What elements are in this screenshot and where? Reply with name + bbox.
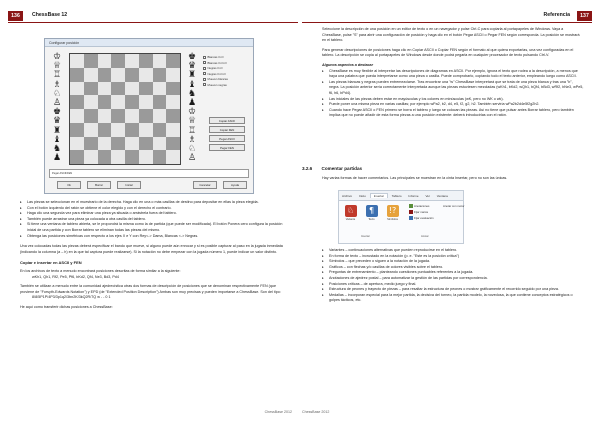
set-mark-button[interactable]: Fijar marca [409, 210, 428, 214]
section-title: Comentar partidas [321, 166, 363, 171]
board-square[interactable] [153, 54, 167, 68]
option-row[interactable]: Mueven blancas [203, 77, 251, 83]
board-square[interactable] [98, 137, 112, 151]
black-knight-icon: ♞ [187, 88, 197, 99]
black-king-icon: ♚ [187, 52, 197, 62]
board-square[interactable] [166, 123, 180, 137]
board-square[interactable] [98, 95, 112, 109]
ribbon-body [339, 201, 463, 243]
board-square[interactable] [166, 150, 180, 164]
white-king-icon: ♔ [52, 52, 62, 62]
left-body [20, 200, 290, 311]
black-queen-icon: ♛ [187, 61, 197, 72]
board-square[interactable] [166, 109, 180, 123]
board-square[interactable] [125, 54, 139, 68]
section-heading: Copiar e insertar en ASCII y FEN [20, 260, 82, 266]
board-square[interactable] [153, 68, 167, 82]
left-page [8, 10, 298, 416]
insert-ribbon-screenshot [338, 190, 464, 244]
board-square[interactable] [153, 95, 167, 109]
board-square[interactable] [98, 82, 112, 96]
black-pawn-icon: ♟ [187, 98, 197, 109]
chess-board [69, 53, 181, 165]
board-square[interactable] [139, 82, 153, 96]
board-square[interactable] [70, 95, 84, 109]
board-square[interactable] [111, 54, 125, 68]
code-line: wKh1, Qh1, Rf2, Pe5, Pf6, bKd2, Qf4, Ne3, Bd3, Pd4 [32, 274, 119, 279]
board-square[interactable] [84, 109, 98, 123]
bullet: ▸ Las piezas se seleccionan en el muestrario de la derecha. Haga clic en una o más casillas de destino para depositar en ellas la pieza elegida. [20, 200, 290, 206]
bullet: ▸ Haga clic una segunda vez para eliminar una pieza ya situada o arrástrela fuera del tablero. [20, 211, 290, 217]
bullet: ▸ Medallas – incorporan especial para la mejor partida, la decisiva del torneo, la partida modelo, la novedosa, la que contiene conceptos estratégicos o golpes tácticos, etc. [322, 293, 584, 304]
right-running-title: Referencia [543, 12, 570, 18]
subheading: Algunos aspectos a destacar [322, 62, 374, 67]
position-setup-screenshot [44, 38, 254, 194]
paragraph: También se utilizan a menudo entre la comunidad ajedrecística otras dos formas de descripción de posiciones que se denominan respectivamente FEN (que proviene de "Forsyth-Edwards Notation") y EPD (de "Extended Position Description") Ambas son muy precisas y pueden importarse a ChessBase. Son del tipo: [20, 284, 281, 294]
mark-icon [409, 210, 413, 214]
code-line: 8/8/5P1P/4P3/3p1q2/3bn2K/3kQ2R/7Q w - - 0 1 [32, 295, 111, 300]
dialog-buttons [53, 181, 253, 190]
board-square[interactable] [139, 54, 153, 68]
board-square[interactable] [98, 109, 112, 123]
set-eval-button[interactable]: Fijar evaluación [409, 216, 434, 220]
board-square[interactable] [125, 123, 139, 137]
option-row[interactable]: Blancas O-O [203, 55, 251, 61]
white-bishop-icon: ♗ [187, 134, 197, 145]
ribbon-tab-insert[interactable]: Insertar [370, 193, 388, 198]
paragraph: He aquí como transferir dichas posiciones a ChessBase: [20, 304, 113, 309]
bullet: ▸ En forma de texto – incrustado en la notación (p. e. "Este es la posición crítica") [322, 254, 584, 260]
board-square[interactable] [84, 137, 98, 151]
board-square[interactable] [111, 150, 125, 164]
bullet: ▸ Las iniciales de las piezas deben estar en mayúsculas y los colores en minúsculas (wK, pero no WK o wk). [322, 97, 584, 103]
board-square[interactable] [153, 82, 167, 96]
board-square[interactable] [125, 95, 139, 109]
board-square[interactable] [125, 68, 139, 82]
symbols-button[interactable]: !? Símbolos [387, 206, 398, 221]
paragraph: Seleccione la descripción de una posición en un editor de texto o en un navegador y pulse Ctrl-C para copiarla al portapapeles de Windows. Vaya a ChessBase, pulse "S" para abrir una configuración de posición y haga clic en el botón Pegar ASCII o Pegar FEN según corresponda. La posición se mostrará en el tablero. [322, 27, 580, 43]
board-square[interactable] [166, 82, 180, 96]
white-knight-icon: ♘ [187, 144, 197, 155]
help-button[interactable]: Ayuda [223, 181, 247, 189]
bullet: ▸ Preguntas de entrenamiento – planteando cuestiones puntuables referentes a la jugada. [322, 270, 584, 276]
white-knight-icon: ♘ [52, 88, 62, 99]
board-square[interactable] [111, 109, 125, 123]
white-pawn-icon: ♙ [52, 98, 62, 109]
bullet: ▸ Si tiene una ventana de tablero abierta, se le propondrá la misma como la de partida (que puede ser modificada). El botón Ponera cero configura la posición inicial de una partida y con Borrar tablero se eliminan todas las piezas del mismo. [20, 222, 290, 233]
board-square[interactable] [98, 150, 112, 164]
left-running-title: ChessBase 12 [32, 12, 68, 18]
ribbon-tab[interactable]: Tablero [391, 194, 402, 198]
board-square[interactable] [70, 150, 84, 164]
board-square[interactable] [125, 150, 139, 164]
board-square[interactable] [125, 137, 139, 151]
white-queen-icon: ♕ [52, 61, 62, 72]
fen-field[interactable]: Pegar ASCII/FEN [49, 169, 249, 178]
bullet: ▸ Obtenga las posiciones simétricas con respecto a los ejes X e Y con Rey<-> Dama, Blancas <-> Negras. [20, 234, 290, 240]
board-square[interactable] [139, 109, 153, 123]
piece-palette-left [49, 53, 65, 165]
ribbon-tab[interactable]: Inicio [358, 194, 366, 198]
copy-ascii-button[interactable]: Copiar ASCII [209, 117, 245, 124]
board-square[interactable] [125, 109, 139, 123]
board-square[interactable] [153, 109, 167, 123]
board-square[interactable] [70, 123, 84, 137]
board-square[interactable] [139, 68, 153, 82]
option-row[interactable]: Negras O-O [203, 66, 251, 72]
board-square[interactable] [84, 150, 98, 164]
screenshot-window-title: Configurar posición [45, 39, 253, 47]
clear-button[interactable]: Borrar [87, 181, 111, 189]
ribbon-tab[interactable]: Ver [425, 194, 430, 198]
board-square[interactable] [111, 68, 125, 82]
board-square[interactable] [153, 123, 167, 137]
board-square[interactable] [139, 123, 153, 137]
white-king-icon: ♔ [187, 107, 197, 118]
right-footer: ChessBase 2012 [302, 410, 330, 414]
black-pawn-icon: ♟ [52, 153, 62, 164]
initial-button[interactable]: Inicial [117, 181, 141, 189]
board-square[interactable] [153, 150, 167, 164]
bullet: ▸ También puede arrastrar una pieza ya colocada a otra casilla del tablero. [20, 217, 290, 223]
black-rook-icon: ♜ [187, 70, 197, 81]
section-intro: Hay varias formas de hacer comentarios. Las principales se muestran en la cinta Insertar, pero no son las únicas. [322, 176, 508, 180]
left-page-number: 136 [8, 11, 23, 21]
copy-paste-buttons [209, 117, 245, 153]
ribbon-tabs [339, 191, 463, 201]
bullet: ▸ Símbolos – que preceden o siguen a la notación de la jugada. [322, 259, 584, 265]
black-queen-icon: ♛ [52, 116, 62, 127]
board-square[interactable] [166, 95, 180, 109]
piece-palette-right [185, 53, 199, 165]
black-bishop-icon: ♝ [52, 134, 62, 145]
board-square[interactable] [70, 137, 84, 151]
board-square[interactable] [166, 54, 180, 68]
white-queen-icon: ♕ [187, 116, 197, 127]
board-square[interactable] [84, 123, 98, 137]
variation-icon: ♘ [345, 205, 357, 217]
board-square[interactable] [84, 54, 98, 68]
board-square[interactable] [70, 82, 84, 96]
board-square[interactable] [139, 150, 153, 164]
variation-button[interactable]: ♘ Variante [345, 206, 356, 221]
ribbon-tab[interactable]: Informe [408, 194, 419, 198]
board-square[interactable] [70, 109, 84, 123]
board-square[interactable] [70, 68, 84, 82]
paste-ascii-button[interactable]: Pegar ASCII [209, 135, 245, 142]
paragraph: Para generar descripciones de posiciones haga clic en Copiar ASCII o Copiar FEN según el formato al que quiera exportarlas, una vez configuradas en el tablero. La descripción se copia al portapapeles de Windows desde donde podrá pegarla en cualquier procesador de texto pulsando Ctrl-V. [322, 47, 574, 58]
board-square[interactable] [139, 137, 153, 151]
ok-button[interactable]: Ok [57, 181, 81, 189]
right-header [302, 10, 592, 23]
section-heading [302, 166, 592, 171]
option-row[interactable]: Blancas O-O-O [203, 61, 251, 67]
castling-options [203, 55, 251, 88]
white-bishop-icon: ♗ [52, 79, 62, 90]
board-square[interactable] [111, 137, 125, 151]
left-header [8, 10, 298, 23]
text-button[interactable]: ¶ Texto [363, 205, 380, 222]
board-square[interactable] [125, 82, 139, 96]
white-rook-icon: ♖ [52, 70, 62, 81]
option-row[interactable]: Mueven negras [203, 83, 251, 89]
black-rook-icon: ♜ [52, 125, 62, 136]
bullet: ▸ ChessBase es muy flexible al interpretar las descripciones de diagramas en ASCII. Por ejemplo, ignora el texto que rodea a la descripción, a menos que haya una palabra que pueda interpretarse como una pieza o casilla. Puede comprobarlo, copiando todo el texto anterior, empleando luego como ASCII. [322, 69, 584, 80]
symbols-icon: !? [387, 205, 399, 217]
cancel-button[interactable]: Cancelar [193, 181, 217, 189]
board-square[interactable] [153, 137, 167, 151]
right-body-bottom [322, 248, 584, 304]
right-body-top [322, 27, 584, 119]
white-pawn-icon: ♙ [187, 153, 197, 164]
board-square[interactable] [98, 54, 112, 68]
black-knight-icon: ♞ [52, 144, 62, 155]
board-square[interactable] [84, 82, 98, 96]
board-square[interactable] [98, 68, 112, 82]
bullet: ▸ Con el botón izquierdo del ratón se obtiene el color elegido y con el derecho el contrario. [20, 206, 290, 212]
board-square[interactable] [111, 82, 125, 96]
paragraph: En los archivos de texto a menudo encontrará posiciones descritas de forma similar a la siguiente: [20, 268, 181, 273]
bullet: ▸ Cuando hace Pegar ASCII o FEN primero se borra el tablero y luego se colocan las piezas. Así no tiene que pulsar antes Borrar tablero, pero también implica que no puede añadir de esta forma piezas a una posición existente: deberá introducirlas con el ratón. [322, 108, 584, 119]
left-footer: ChessBase 2012 [264, 410, 292, 414]
bullet: ▸ Las piezas blancas y negras pueden entremezclarse. Tras encontrar una "w" ChessBase interpretará que se trata de una pieza blanca y tras una "b", negra. La posición anterior sería correctamente interpretada aunque las piezas estuviesen mezcladas (wKh1, bKd2, wQh1, bQf4, bBd3, wRf2, bNe3, wPe5, f6, h6, bPd4). [322, 80, 584, 97]
ribbon-group-label: Anotar [421, 235, 429, 238]
board-square[interactable] [166, 68, 180, 82]
bullet: ▸ Posiciones críticas – de apertura, medio juego y final. [322, 282, 584, 288]
section-number: 3.2.6 [302, 166, 313, 171]
annotations-button[interactable]: Anotaciones [409, 204, 429, 208]
ribbon-tab[interactable]: Archivo [342, 194, 353, 198]
board-square[interactable] [111, 123, 125, 137]
bullet: ▸ Variantes – continuaciones alternativas que pueden reproducirse en el tablero. [322, 248, 584, 254]
text-icon: ¶ [366, 205, 378, 217]
eval-icon [409, 216, 413, 220]
white-rook-icon: ♖ [187, 125, 197, 136]
bullet: ▸ Estructura de peones y trayecto de piezas – para resaltar la estructura de peones o mostrar gráficamente el recorrido seguido por una pieza. [322, 287, 584, 293]
right-page [302, 10, 592, 416]
bullet: ▸ Puede poner una misma pieza en varias casillas; por ejemplo wPa2, b2, d4, e5, f2, g2, h2. También serviría wPa2b2d4e5f2g2h2. [322, 102, 584, 108]
board-square[interactable] [111, 95, 125, 109]
black-king-icon: ♚ [52, 107, 62, 118]
copy-fen-button[interactable]: Copiar FEN [209, 126, 245, 133]
ribbon-tab[interactable]: Ventana [436, 194, 448, 198]
black-bishop-icon: ♝ [187, 79, 197, 90]
option-row[interactable]: Negras O-O-O [203, 72, 251, 78]
board-square[interactable] [139, 95, 153, 109]
paragraph: Una vez colocadas todas las piezas deberá especificar el bando que mueve, si alguno puede aún enrocar y si es posible capturar al paso en la jugada inmediata (indicando la columna (a – h) en la que tal captura puede realizarse). Si la notación no debe empezar con la jugada número 1, puede indicar un valor distinto. [20, 244, 283, 254]
board-square[interactable] [98, 123, 112, 137]
paste-fen-button[interactable]: Pegar FEN [209, 144, 245, 151]
ribbon-group-label: Insertar [361, 235, 370, 238]
bullet: ▸ Anotaciones de ajedrez postal – para automatizar la gestión de las partidas por correspondencia. [322, 276, 584, 282]
annotations-icon [409, 204, 413, 208]
board-square[interactable] [70, 54, 84, 68]
board-square[interactable] [84, 68, 98, 82]
board-square[interactable] [166, 137, 180, 151]
bullet: ▸ Gráficos – con flechas y/o casillas de colores visibles sobre el tablero. [322, 265, 584, 271]
engine-annotate-button[interactable]: Anotar con motor [443, 204, 465, 208]
board-square[interactable] [84, 95, 98, 109]
right-page-number: 137 [577, 11, 592, 21]
